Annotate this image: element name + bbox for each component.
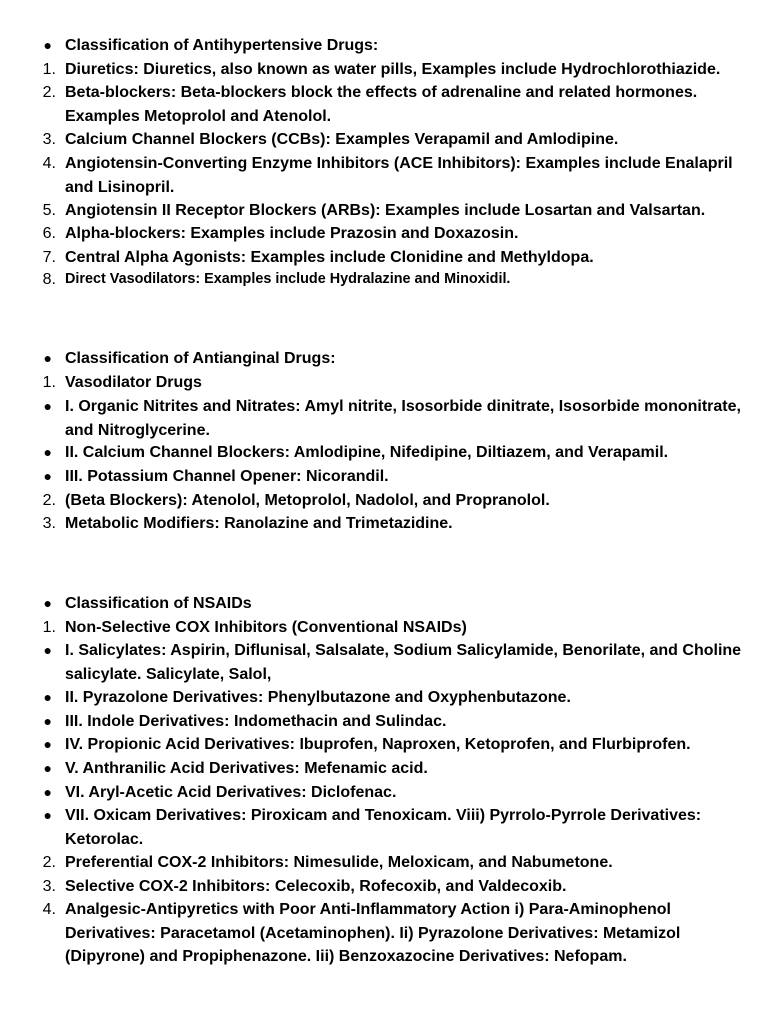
bullet-marker: ● (43, 468, 52, 484)
item-text: Calcium Channel Blockers (CCBs): Examples Verapamil and Amlodipine. (65, 131, 619, 148)
item-text: Alpha-blockers: Examples include Prazosin and Doxazosin. (65, 225, 519, 242)
item-text: II. Calcium Channel Blockers: Amlodipine, Nifedipine, Diltiazem, and Verapamil. (65, 444, 669, 461)
item-text: Angiotensin II Receptor Blockers (ARBs): Examples include Losartan and Valsartan. (65, 202, 706, 219)
item-text: VI. Aryl-Acetic Acid Derivatives: Diclofenac. (65, 784, 397, 801)
item-text: Diuretics: Diuretics, also known as water pills, Examples include Hydrochlorothiazide. (65, 61, 721, 78)
item-text: Non-Selective COX Inhibitors (Conventional NSAIDs) (65, 619, 467, 636)
item-text: II. Pyrazolone Derivatives: Phenylbutazone and Oxyphenbutazone. (65, 689, 571, 706)
number-marker: 5. (42, 202, 56, 219)
item-text: IV. Propionic Acid Derivatives: Ibuprofen, Naproxen, Ketoprofen, and Flurbiprofen. (65, 736, 691, 753)
number-marker: 4. (42, 155, 56, 172)
item-text: I. Salicylates: Aspirin, Diflunisal, Salsalate, Sodium Salicylamide, Benorilate, and Choline salicylate. Salicylate, Salol, (65, 642, 742, 683)
number-marker: 8. (42, 271, 56, 288)
number-marker: 3. (42, 878, 56, 895)
number-marker: 7. (42, 249, 56, 266)
bullet-marker: ● (43, 784, 52, 800)
bullet-marker: ● (43, 444, 52, 460)
number-marker: 6. (42, 225, 56, 242)
number-marker: 3. (42, 515, 56, 532)
bullet-marker: ● (43, 37, 52, 53)
number-marker: 1. (42, 374, 56, 391)
bullet-marker: ● (43, 713, 52, 729)
number-marker: 1. (42, 61, 56, 78)
item-text: Preferential COX-2 Inhibitors: Nimesulide, Meloxicam, and Nabumetone. (65, 854, 613, 871)
item-text: Angiotensin-Converting Enzyme Inhibitors (ACE Inhibitors): Examples include Enalapril and Lisinopril. (65, 155, 733, 196)
number-marker: 4. (42, 901, 56, 918)
item-text: III. Potassium Channel Opener: Nicorandil. (65, 468, 389, 485)
number-marker: 2. (42, 492, 56, 509)
bullet-marker: ● (43, 595, 52, 611)
bullet-marker: ● (43, 398, 52, 414)
item-text: VII. Oxicam Derivatives: Piroxicam and Tenoxicam. Viii) Pyrrolo-Pyrrole Derivatives: Ketorolac. (65, 807, 702, 848)
number-marker: 1. (42, 619, 56, 636)
number-marker: 2. (42, 84, 56, 101)
bullet-marker: ● (43, 807, 52, 823)
item-text: Vasodilator Drugs (65, 374, 202, 391)
item-text: Direct Vasodilators: Examples include Hydralazine and Minoxidil. (65, 271, 511, 287)
item-text: V. Anthranilic Acid Derivatives: Mefenamic acid. (65, 760, 428, 777)
item-text: Selective COX-2 Inhibitors: Celecoxib, Rofecoxib, and Valdecoxib. (65, 878, 567, 895)
bullet-marker: ● (43, 350, 52, 366)
item-text: (Beta Blockers): Atenolol, Metoprolol, Nadolol, and Propranolol. (65, 492, 550, 509)
heading-text: Classification of Antihypertensive Drugs: (65, 37, 379, 54)
bullet-marker: ● (43, 736, 52, 752)
heading-text: Classification of NSAIDs (65, 595, 252, 612)
heading-text: Classification of Antianginal Drugs: (65, 350, 336, 367)
item-text: Metabolic Modifiers: Ranolazine and Trimetazidine. (65, 515, 453, 532)
item-text: III. Indole Derivatives: Indomethacin and Sulindac. (65, 713, 447, 730)
item-text: Central Alpha Agonists: Examples include Clonidine and Methyldopa. (65, 249, 594, 266)
item-text: Beta-blockers: Beta-blockers block the effects of adrenaline and related hormones. Examples Metoprolol and Atenolol. (65, 84, 698, 125)
number-marker: 2. (42, 854, 56, 871)
item-text: Analgesic-Antipyretics with Poor Anti-Inflammatory Action i) Para-Aminophenol Derivatives: Paracetamol (Acetaminophen). Ii) Pyrazolone Derivatives: Metamizol (Dipyrone) and Propiphenazone. Iii) Benzoxazocine Derivatives: Nefopam. (65, 901, 681, 965)
bullet-marker: ● (43, 642, 52, 658)
number-marker: 3. (42, 131, 56, 148)
item-text: I. Organic Nitrites and Nitrates: Amyl nitrite, Isosorbide dinitrate, Isosorbide mononitrate, and Nitroglycerine. (65, 398, 741, 439)
bullet-marker: ● (43, 760, 52, 776)
bullet-marker: ● (43, 689, 52, 705)
